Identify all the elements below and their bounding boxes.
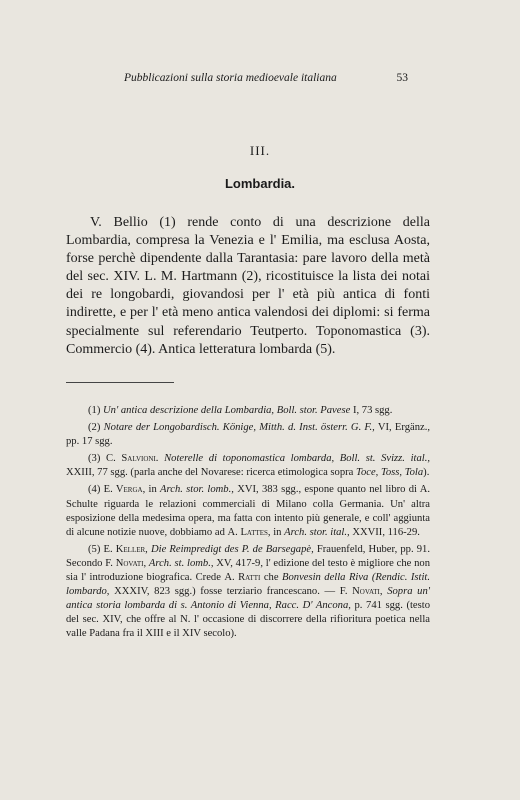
footnotes xyxy=(66,404,430,645)
running-title: Pubblicazioni sulla storia medioevale italiana xyxy=(124,72,337,84)
footnote-text: che xyxy=(260,572,282,584)
footnote-1 xyxy=(66,404,430,418)
footnote-journal: Arch. stor. lomb., xyxy=(160,484,234,496)
footnote-text: in xyxy=(145,484,161,496)
footnote-text: XXXIV, 823 sgg.) fosse terziario francescano. — xyxy=(109,586,340,598)
footnote-author: A. Ratti xyxy=(224,572,261,584)
body-text xyxy=(66,214,430,359)
footnote-text: I, 73 sgg. xyxy=(350,405,393,416)
footnote-title: Noterelle di toponomastica lombarda, Boll. st. Svizz. ital., xyxy=(164,453,430,465)
footnote-text: XXVII, 116-29. xyxy=(349,526,420,538)
footnote-author: E. Verga, xyxy=(103,484,146,496)
footnote-journal: Arch. stor. ital., xyxy=(284,526,350,538)
footnote-text: p. 741 sgg. (testo del sec. XIV, che offre al N. l' occasione di discorrere della rifioritura poetica nella valle Padana fra il XIII e il XIV secolo). xyxy=(66,600,430,640)
footnote-text: XXIII, 77 sgg. (parla anche del Novarese: ricerca etimologica sopra xyxy=(66,467,357,479)
footnote-number: (1) xyxy=(88,405,101,416)
footnote-text: in xyxy=(270,526,285,538)
body-paragraph: V. Bellio (1) rende conto di una descrizione della Lombardia, compresa la Venezia e l' Emilia, ma esclusa Aosta, forse perchè dipendente dalla Tarantasia: pare lavoro della metà del sec. XIV. L. M. Hartmann (2), ricostituisce la lista dei notai dei re longobardi, giovandosi per l' età più antica di fonti indirette, e per l' età meno antica valendosi dei diplomi: si ferma specialmente sul referendario Teutperto. Toponomastica (3). Commercio (4). Antica letteratura lombarda (5). xyxy=(66,215,430,357)
footnote-text: VI, Ergänz., pp. 17 sgg. xyxy=(66,422,430,448)
section-title: Lombardia. xyxy=(224,176,296,191)
footnote-author: E. Keller, xyxy=(103,543,148,555)
footnote-journal: Arch. st. lomb., xyxy=(148,557,214,569)
footnote-text: XVI, 383 sgg., espone quanto nel libro di A. Schulte riguarda le relazioni commerciali di Milano colla Germania. Un' altra esposizione della medesima opera, ma fatta con intento più generale, e coll' aggiunta di alcune notizie nuove, dobbiamo ad xyxy=(66,484,430,538)
footnote-rule xyxy=(66,382,174,383)
footnote-title: Bonvesin della Riva (Rendic. Istit. lombardo, xyxy=(66,572,430,598)
footnote-title: Sopra un' antica storia lombarda di s. Antonio di Vienna, Racc. D' Ancona, xyxy=(66,586,431,612)
footnote-3 xyxy=(66,452,430,480)
footnote-title: Un' antica descrizione della Lombardia, Boll. stor. Pavese xyxy=(103,405,351,416)
footnote-number: (4) xyxy=(88,484,101,496)
footnote-text: Frauenfeld, Huber, pp. 91. Secondo xyxy=(66,543,431,569)
footnote-number: (2) xyxy=(88,422,101,434)
footnote-author: A. Lattes, xyxy=(227,526,271,538)
page-number: 53 xyxy=(396,72,408,84)
footnote-text: XV, 417-9, l' edizione del testo è migliore che non sia l' introduzione biografica. Crede xyxy=(66,557,431,584)
footnote-number: (5) xyxy=(88,543,101,555)
footnote-author: C. Salvioni. xyxy=(106,453,159,465)
footnote-text: ). xyxy=(423,467,430,479)
footnote-author: F. Novati, xyxy=(339,586,383,598)
footnote-2 xyxy=(66,421,430,449)
footnote-5 xyxy=(66,543,430,642)
footnote-terms: Toce, Toss, Tola xyxy=(356,467,424,479)
footnote-author: F. Novati, xyxy=(105,557,147,569)
footnote-number: (3) xyxy=(88,453,101,465)
footnote-4 xyxy=(66,483,430,539)
footnote-title: Die Reimpredigt des P. de Barsegapè, xyxy=(150,543,314,555)
footnote-title: Notare der Longobardisch. Könige, Mitth. d. Inst. österr. G. F., xyxy=(103,422,375,434)
running-header xyxy=(96,72,408,88)
section-number: III. xyxy=(249,143,271,158)
